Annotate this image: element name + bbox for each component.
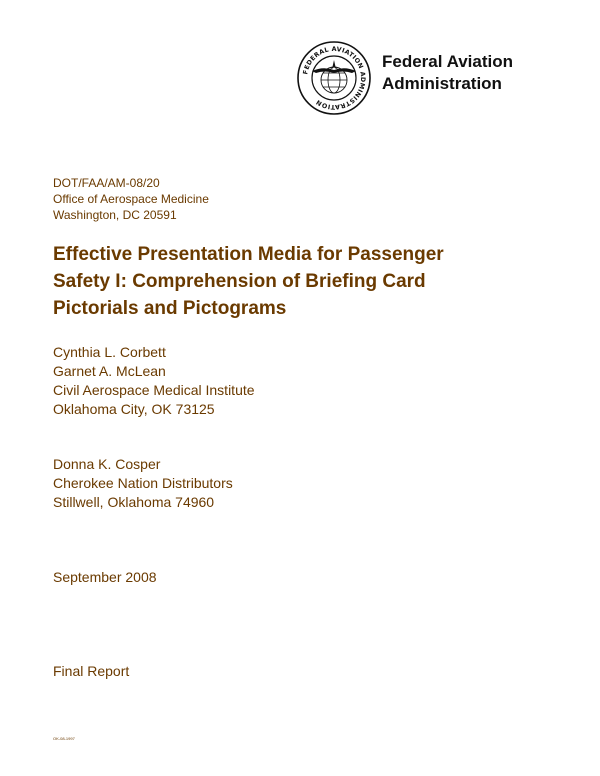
report-title-line3: Pictorials and Pictograms bbox=[53, 298, 287, 319]
faa-seal-icon bbox=[296, 40, 372, 116]
agency-name bbox=[382, 51, 513, 95]
office-name: Office of Aerospace Medicine bbox=[53, 192, 209, 206]
author-name: Garnet A. McLean bbox=[53, 363, 166, 379]
report-type: Final Report bbox=[53, 663, 130, 679]
author-name: Donna K. Cosper bbox=[53, 456, 161, 472]
author-institution: Civil Aerospace Medical Institute bbox=[53, 382, 255, 398]
author-block-1 bbox=[53, 343, 255, 419]
report-title bbox=[53, 241, 553, 322]
report-title-line2: Safety I: Comprehension of Briefing Card bbox=[53, 271, 426, 292]
author-address: Stillwell, Oklahoma 74960 bbox=[53, 494, 215, 510]
report-title-line1: Effective Presentation Media for Passenger bbox=[53, 244, 444, 265]
agency-name-line2: Administration bbox=[382, 74, 502, 93]
agency-name-line1: Federal Aviation bbox=[382, 52, 513, 71]
report-meta bbox=[53, 175, 209, 223]
report-date: September 2008 bbox=[53, 569, 157, 585]
author-institution: Cherokee Nation Distributors bbox=[53, 475, 233, 491]
faa-logo-block bbox=[296, 40, 576, 116]
footer-code: OK-08-1997 bbox=[53, 736, 75, 741]
author-address: Oklahoma City, OK 73125 bbox=[53, 401, 215, 417]
report-number: DOT/FAA/AM-08/20 bbox=[53, 176, 160, 190]
author-block-2 bbox=[53, 455, 233, 512]
svg-text:FEDERAL AVIATION ADMINISTRATIO: FEDERAL AVIATION ADMINISTRATION bbox=[302, 45, 367, 111]
office-location: Washington, DC 20591 bbox=[53, 208, 177, 222]
author-name: Cynthia L. Corbett bbox=[53, 344, 166, 360]
